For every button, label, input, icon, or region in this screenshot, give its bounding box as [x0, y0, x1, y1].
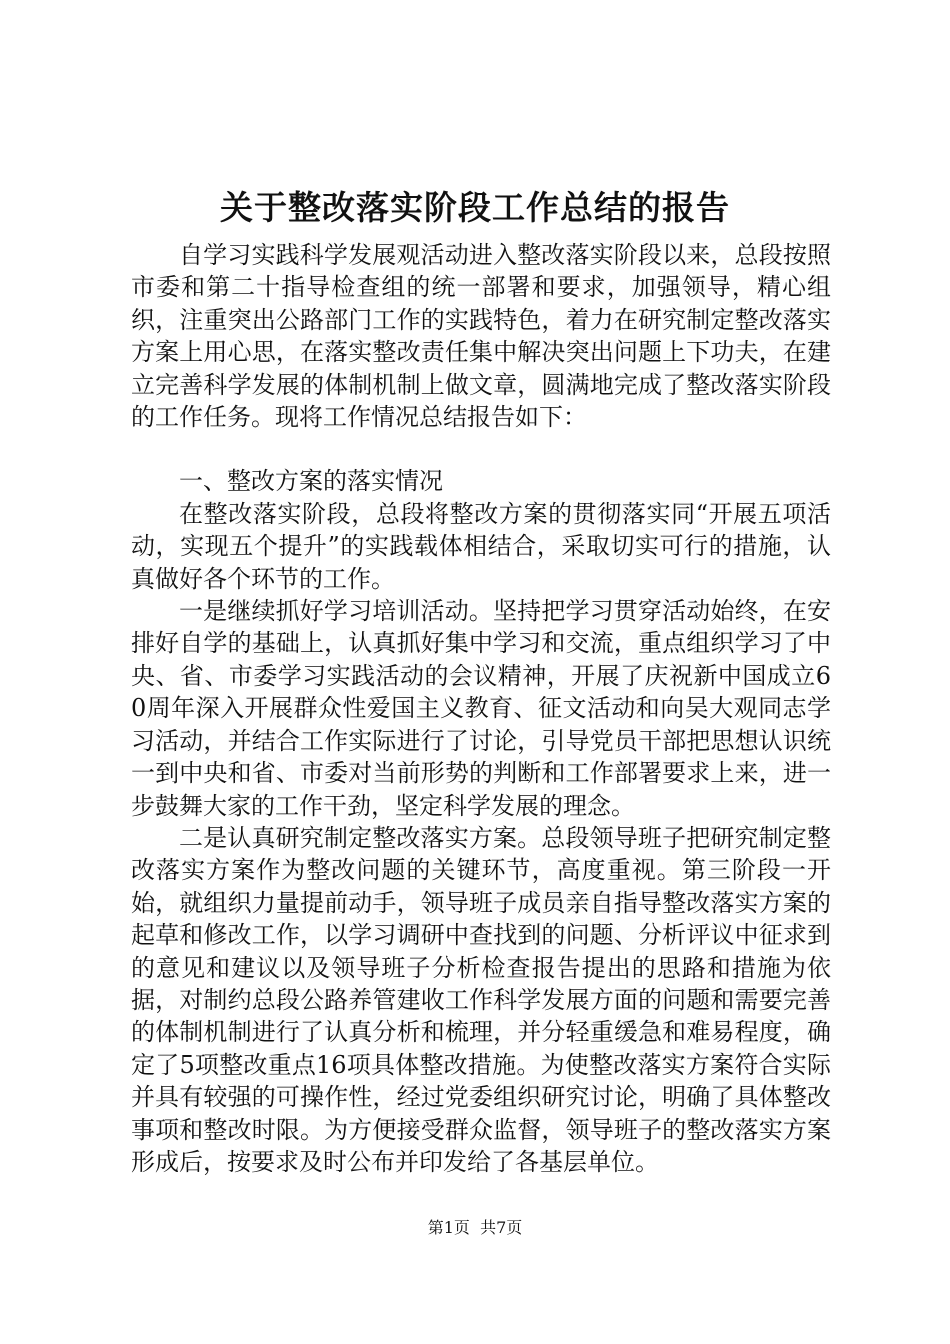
page-number: 第1页 [427, 1218, 470, 1237]
document-title: 关于整改落实阶段工作总结的报告 [220, 188, 730, 227]
body-paragraph: 在整改落实阶段，总段将整改方案的贯彻落实同“开展五项活动，实现五个提升”的实践载体相结合，采取切实可行的措施，认真做好各个环节的工作。 [131, 499, 831, 593]
body-paragraph: 一是继续抓好学习培训活动。坚持把学习贯穿活动始终，在安排好自学的基础上，认真抓好集中学习和交流，重点组织学习了中央、省、市委学习实践活动的会议精神，开展了庆祝新中国成立60周年深入开展群众性爱国主义教育、征文活动和向吴大观同志学习活动，并结合工作实际进行了讨论，引导党员干部把思想认识统一到中央和省、市委对当前形势的判断和工作部署要求上来，进一步鼓舞大家的工作干劲，坚定科学发展的理念。 [131, 597, 831, 820]
page-total: 共7页 [480, 1218, 523, 1237]
document-body [131, 239, 831, 1178]
body-paragraph: 二是认真研究制定整改落实方案。总段领导班子把研究制定整改落实方案作为整改问题的关键环节，高度重视。第三阶段一开始，就组织力量提前动手，领导班子成员亲自指导整改落实方案的起草和修改工作，以学习调研中查找到的问题、分析评议中征求到的意见和建议以及领导班子分析检查报告提出的思路和措施为依据，对制约总段公路养管建收工作科学发展方面的问题和需要完善的体制机制进行了认真分析和梳理，并分轻重缓急和难易程度，确定了5项整改重点16项具体整改措施。为使整改落实方案符合实际并具有较强的可操作性，经过党委组织研究讨论，明确了具体整改事项和整改时限。为方便接受群众监督，领导班子的整改落实方案形成后，按要求及时公布并印发给了各基层单位。 [131, 823, 831, 1176]
intro-paragraph: 自学习实践科学发展观活动进入整改落实阶段以来，总段按照市委和第二十指导检查组的统一部署和要求，加强领导，精心组织，注重突出公路部门工作的实践特色，着力在研究制定整改落实方案上用心思，在落实整改责任集中解决突出问题上下功夫，在建立完善科学发展的体制机制上做文章，圆满地完成了整改落实阶段的工作任务。现将工作情况总结报告如下： [131, 241, 831, 432]
section-heading: 一、整改方案的落实情况 [179, 467, 443, 496]
page-footer [0, 1216, 950, 1240]
